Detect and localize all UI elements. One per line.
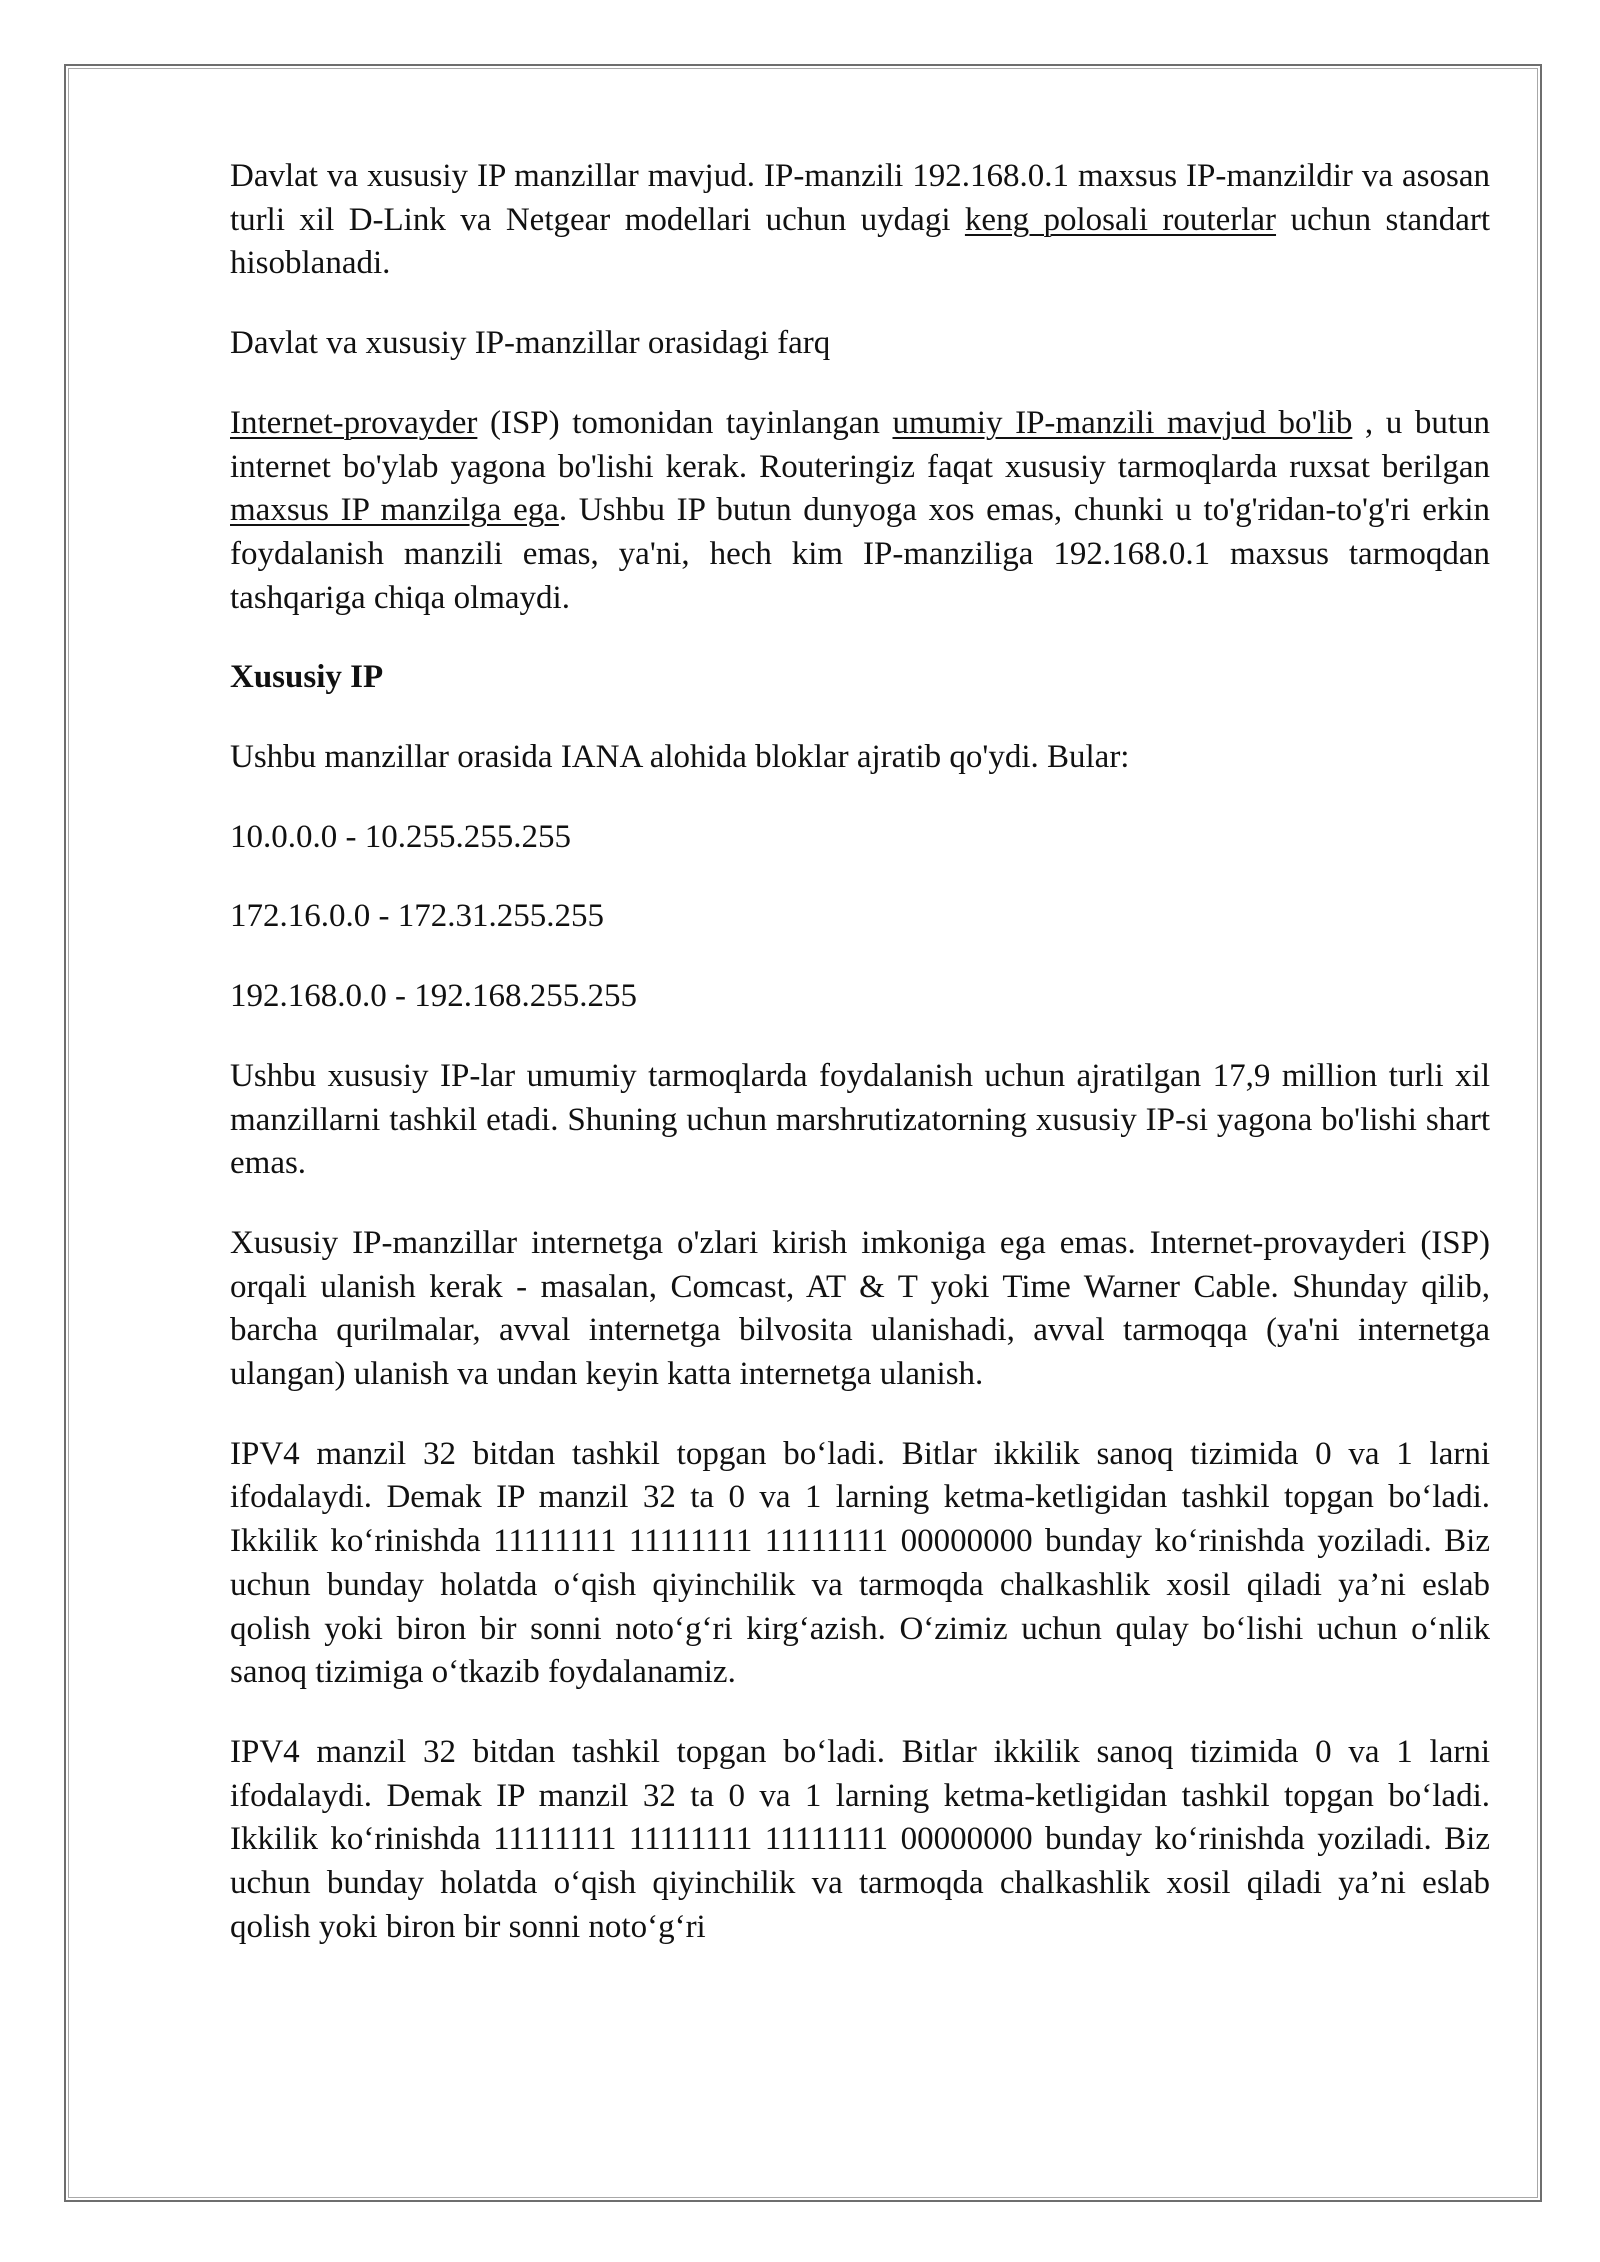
paragraph-private-access: Xususiy IP-manzillar internetga o'zlari kirish imkoniga ega emas. Internet-provayderi (ISP) orqali ulanish kerak - masalan, Comcast, AT & T yoki Time Warner Cable. Shunday qilib, barcha qurilmalar, avval internetga bilvosita ulanishadi, avval tarmoqqa (ya'ni internetga ulangan) ulanish va undan keyin katta internetga ulanish. [230, 1224, 1490, 1393]
paragraph-iana: Ushbu manzillar orasida IANA alohida bloklar ajratib qo'ydi. Bular: [230, 739, 1130, 776]
link-broadband-routers[interactable]: keng polosali routerlar [964, 201, 1277, 238]
link-private-ip[interactable]: maxsus IP manzilga ega [230, 492, 559, 529]
ip-range-3: 192.168.0.0 - 192.168.255.255 [230, 978, 637, 1015]
heading-private-ip: Xususiy IP [230, 659, 384, 696]
paragraph-isp-text-3: . Ushbu IP butun dunyoga xos emas, chunki u to'g'ridan-to'g'ri erkin foydalanish manzili emas, ya'ni, hech kim IP-manziliga 192.168.0.1 maxsus tarmoqdan tashqariga chiqa olmaydi. [230, 492, 1491, 616]
paragraph-isp-text-2: , u butun internet bo'ylab yagona bo'lishi kerak. Routeringiz faqat xususiy tarmoqlarda ruxsat berilgan [230, 404, 1490, 485]
link-internet-provider[interactable]: Internet-provayder [230, 404, 478, 441]
paragraph-difference-title: Davlat va xususiy IP-manzillar orasidagi farq [230, 325, 831, 362]
paragraph-intro [230, 155, 1490, 286]
ip-range-2: 172.16.0.0 - 172.31.255.255 [230, 898, 604, 935]
paragraph-isp-text-1: (ISP) tomonidan tayinlangan [477, 404, 893, 441]
link-public-ip[interactable]: umumiy IP-manzili mavjud bo'lib [892, 404, 1353, 441]
ip-range-1: 10.0.0.0 - 10.255.255.255 [230, 818, 571, 855]
paragraph-intro-text-2: uchun standart hisoblanadi. [230, 201, 1490, 282]
paragraph-private-count: Ushbu xususiy IP-lar umumiy tarmoqlarda foydalanish uchun ajratilgan 17,9 million turli xil manzillarni tashkil etadi. Shuning uchun marshrutizatorning xususiy IP-si yagona bo'lishi shart emas. [230, 1057, 1490, 1182]
paragraph-intro-text-1: Davlat va xususiy IP manzillar mavjud. IP-manzili 192.168.0.1 maxsus IP-manzildir va asosan turli xil D-Link va Netgear modellari uchun uydagi [230, 158, 1490, 238]
paragraph-ipv4-2: IPV4 manzil 32 bitdan tashkil topgan bo‘ladi. Bitlar ikkilik sanoq tizimida 0 va 1 larni ifodalaydi. Demak IP manzil 32 ta 0 va 1 larning ketma-ketligidan tashkil topgan bo‘ladi. Ikkilik ko‘rinishda 11111111 11111111 11111111 00000000 bunday ko‘rinishda yoziladi. Biz uchun bunday holatda o‘qish qiyinchilik va tarmoqda chalkashlik xosil qiladi ya’ni eslab qolish yoki biron bir sonni noto‘g‘ri [230, 1733, 1490, 1945]
paragraph-ipv4-1: IPV4 manzil 32 bitdan tashkil topgan bo‘ladi. Bitlar ikkilik sanoq tizimida 0 va 1 larni ifodalaydi. Demak IP manzil 32 ta 0 va 1 larning ketma-ketligidan tashkil topgan bo‘ladi. Ikkilik ko‘rinishda 11111111 11111111 11111111 00000000 bunday ko‘rinishda yoziladi. Biz uchun bunday holatda o‘qish qiyinchilik va tarmoqda chalkashlik xosil qiladi ya’ni eslab qolish yoki biron bir sonni noto‘g‘ri kirg‘azish. O‘zimiz uchun qulay bo‘lishi uchun o‘nlik sanoq tizimiga o‘tkazib foydalanamiz. [230, 1435, 1490, 1691]
document-body [230, 155, 1490, 1986]
paragraph-isp [230, 402, 1490, 621]
